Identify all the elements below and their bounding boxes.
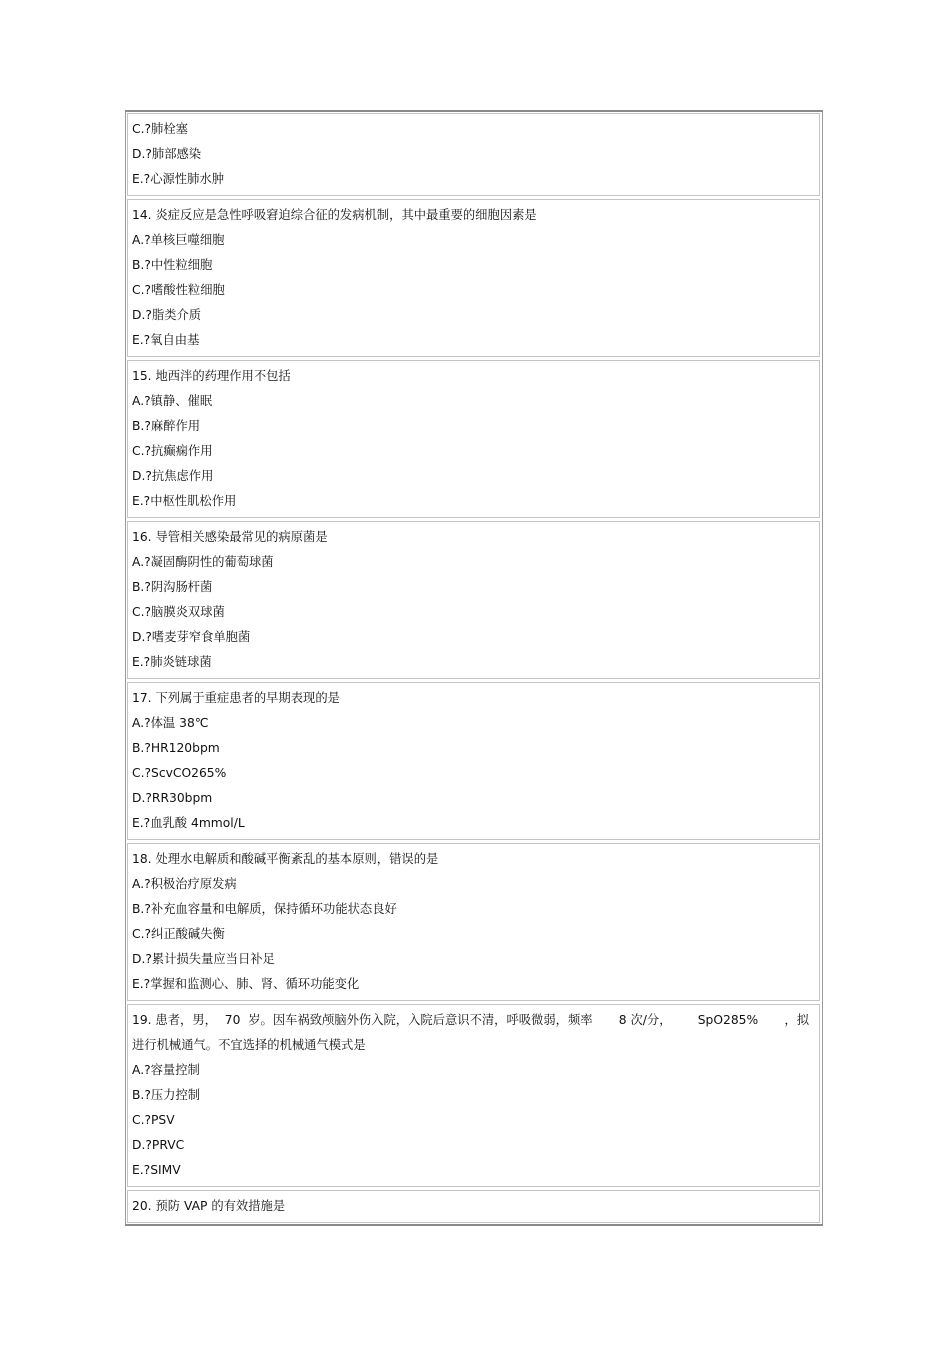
option-b: B.?麻醉作用 (132, 419, 201, 433)
option-b: B.?阴沟肠杆菌 (132, 580, 213, 594)
option-a: A.?积极治疗原发病 (132, 877, 237, 891)
option-a: A.?单核巨噬细胞 (132, 233, 225, 247)
question-table (125, 110, 823, 1226)
option-e: E.?肺炎链球菌 (132, 655, 212, 669)
option-c: C.?纠正酸碱失衡 (132, 927, 225, 941)
option-b: B.?HR120bpm (132, 741, 220, 755)
question-stem: 15. 地西泮的药理作用不包括 (132, 369, 291, 383)
option-b: B.?中性粒细胞 (132, 258, 213, 272)
option-b: B.?压力控制 (132, 1088, 201, 1102)
option-d: D.?累计损失量应当日补足 (132, 952, 275, 966)
option-c: C.?ScvCO265% (132, 766, 227, 780)
option-d: D.?脂类介质 (132, 308, 202, 322)
question-block-18 (127, 843, 820, 1001)
option-c: C.?嗜酸性粒细胞 (132, 283, 225, 297)
question-stem-part: SpO285% (697, 1013, 759, 1027)
question-stem-part: 19. 患者，男， 70 岁。因车祸致颅脑外伤入院，入院后意识不清，呼吸微弱，频率 (132, 1013, 593, 1027)
question-stem: 17. 下列属于重症患者的早期表现的是 (132, 691, 340, 705)
option-a: A.?容量控制 (132, 1063, 200, 1077)
question-block-14 (127, 199, 820, 357)
option-a: A.?镇静、催眠 (132, 394, 213, 408)
option-c: C.?PSV (132, 1113, 175, 1127)
question-stem-part: ，拟 (784, 1013, 809, 1027)
option-a: A.?凝固酶阴性的葡萄球菌 (132, 555, 274, 569)
option-d: D.?PRVC (132, 1138, 185, 1152)
option-e: E.?心源性肺水肿 (132, 172, 224, 186)
option-d: D.?抗焦虑作用 (132, 469, 214, 483)
option-d: D.?嗜麦芽窄食单胞菌 (132, 630, 251, 644)
option-c: C.?脑膜炎双球菌 (132, 605, 225, 619)
question-stem-line-1 (132, 1008, 819, 1033)
option-e: E.?氧自由基 (132, 333, 200, 347)
option-a: A.?体温 38℃ (132, 716, 209, 730)
question-block-13-continued (127, 113, 820, 196)
question-stem: 16. 导管相关感染最常见的病原菌是 (132, 530, 328, 544)
question-block-15 (127, 360, 820, 518)
question-stem: 14. 炎症反应是急性呼吸窘迫综合征的发病机制，其中最重要的细胞因素是 (132, 208, 537, 222)
question-block-16 (127, 521, 820, 679)
option-c: C.?肺栓塞 (132, 122, 188, 136)
question-block-17 (127, 682, 820, 840)
question-block-20 (127, 1190, 820, 1223)
question-stem-part: 8 次/分， (618, 1013, 672, 1027)
option-d: D.?RR30bpm (132, 791, 213, 805)
option-e: E.?血乳酸 4mmol/L (132, 816, 245, 830)
option-c: C.?抗癫痫作用 (132, 444, 213, 458)
option-e: E.?掌握和监测心、肺、肾、循环功能变化 (132, 977, 360, 991)
option-b: B.?补充血容量和电解质，保持循环功能状态良好 (132, 902, 397, 916)
option-e: E.?SIMV (132, 1163, 181, 1177)
question-stem-line-2: 进行机械通气。不宜选择的机械通气模式是 (132, 1038, 366, 1052)
question-stem: 18. 处理水电解质和酸碱平衡紊乱的基本原则，错误的是 (132, 852, 439, 866)
option-e: E.?中枢性肌松作用 (132, 494, 237, 508)
question-block-19 (127, 1004, 820, 1187)
option-d: D.?肺部感染 (132, 147, 202, 161)
question-stem: 20. 预防 VAP 的有效措施是 (132, 1199, 286, 1213)
